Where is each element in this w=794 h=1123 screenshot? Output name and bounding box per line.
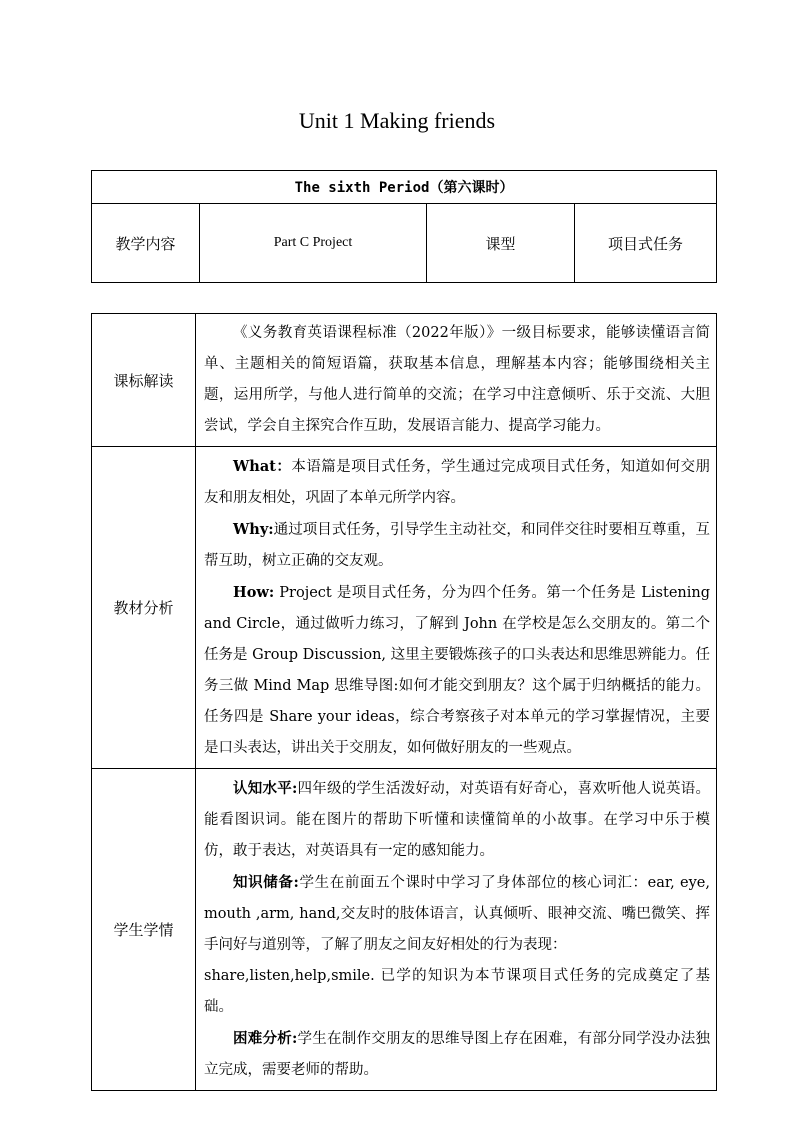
cognitive-label: 认知水平: [233,780,298,797]
difficulty-paragraph [204,1023,710,1086]
lesson-header-table [91,170,717,283]
how-label: How: [233,584,275,601]
cognitive-text: 四年级的学生活泼好动，对英语有好奇心，喜欢听他人说英语。能看图识词。能在图片的帮助下听懂和读懂简单的小故事。在学习中乐于模仿，敢于表达，对英语具有一定的感知能力。 [204,781,710,859]
content-value: Part C Project [200,204,427,283]
page-title: Unit 1 Making friends [298,108,496,133]
what-paragraph [204,451,710,514]
why-text: 通过项目式任务，引导学生主动社交，和同伴交往时要相互尊重，互帮互助，树立正确的交友观。 [204,522,710,569]
why-paragraph [204,514,710,577]
why-label: Why: [233,521,274,538]
type-value: 项目式任务 [575,204,717,283]
textbook-label: 教材分析 [92,447,196,769]
knowledge-label: 知识储备: [233,874,299,891]
period-title: The sixth Period（第六课时） [92,171,717,204]
how-text: Project 是项目式任务，分为四个任务。第一个任务是 Listening and Circle，通过做听力练习，了解到 John 在学校是怎么交朋友的。第二个任务是 Group Discussion, 这里主要锻炼孩子的口头表达和思维思辨能力。任务三做 Mind Map 思维导图:如何才能交到朋友？这个属于归纳概括的能力。任务四是 Share your ideas，综合考察孩子对本单元的学习掌握情况，主要是口头表达，讲出关于交朋友，如何做好朋友的一些观点。 [204,585,710,756]
knowledge-text-2: share,listen,help,smile. 已学的知识为本节课项目式任务的完成奠定了基础。 [204,968,710,1015]
students-label: 学生学情 [92,769,196,1091]
knowledge-text: 学生在前面五个课时中学习了身体部位的核心词汇：ear, eye, mouth ,arm, hand,交友时的肢体语言，认真倾听、眼神交流、嘴巴微笑、挥手问好与道别等，了解了朋友之间友好相处的行为表现： [204,875,710,953]
what-text: 本语篇是项目式任务，学生通过完成项目式任务，知道如何交朋友和朋友相处，巩固了本单元所学内容。 [204,459,710,506]
type-label: 课型 [427,204,575,283]
difficulty-text: 学生在制作交朋友的思维导图上存在困难，有部分同学没办法独立完成，需要老师的帮助。 [204,1031,710,1078]
analysis-table [91,313,717,1091]
curriculum-cell [196,314,717,447]
students-cell [196,769,717,1091]
curriculum-label: 课标解读 [92,314,196,447]
textbook-cell [196,447,717,769]
how-paragraph [204,577,710,764]
what-label: What： [233,458,292,475]
knowledge-paragraph [204,867,710,961]
content-label: 教学内容 [92,204,200,283]
difficulty-label: 困难分析: [233,1030,298,1047]
cognitive-paragraph [204,773,710,867]
curriculum-text: 《义务教育英语课程标准（2022年版）》一级目标要求，能够读懂语言简单、主题相关的简短语篇，获取基本信息，理解基本内容；能够围绕相关主题，运用所学，与他人进行简单的交流；在学习中注意倾听、乐于交流、大胆尝试，学会自主探究合作互助，发展语言能力、提高学习能力。 [204,325,710,434]
